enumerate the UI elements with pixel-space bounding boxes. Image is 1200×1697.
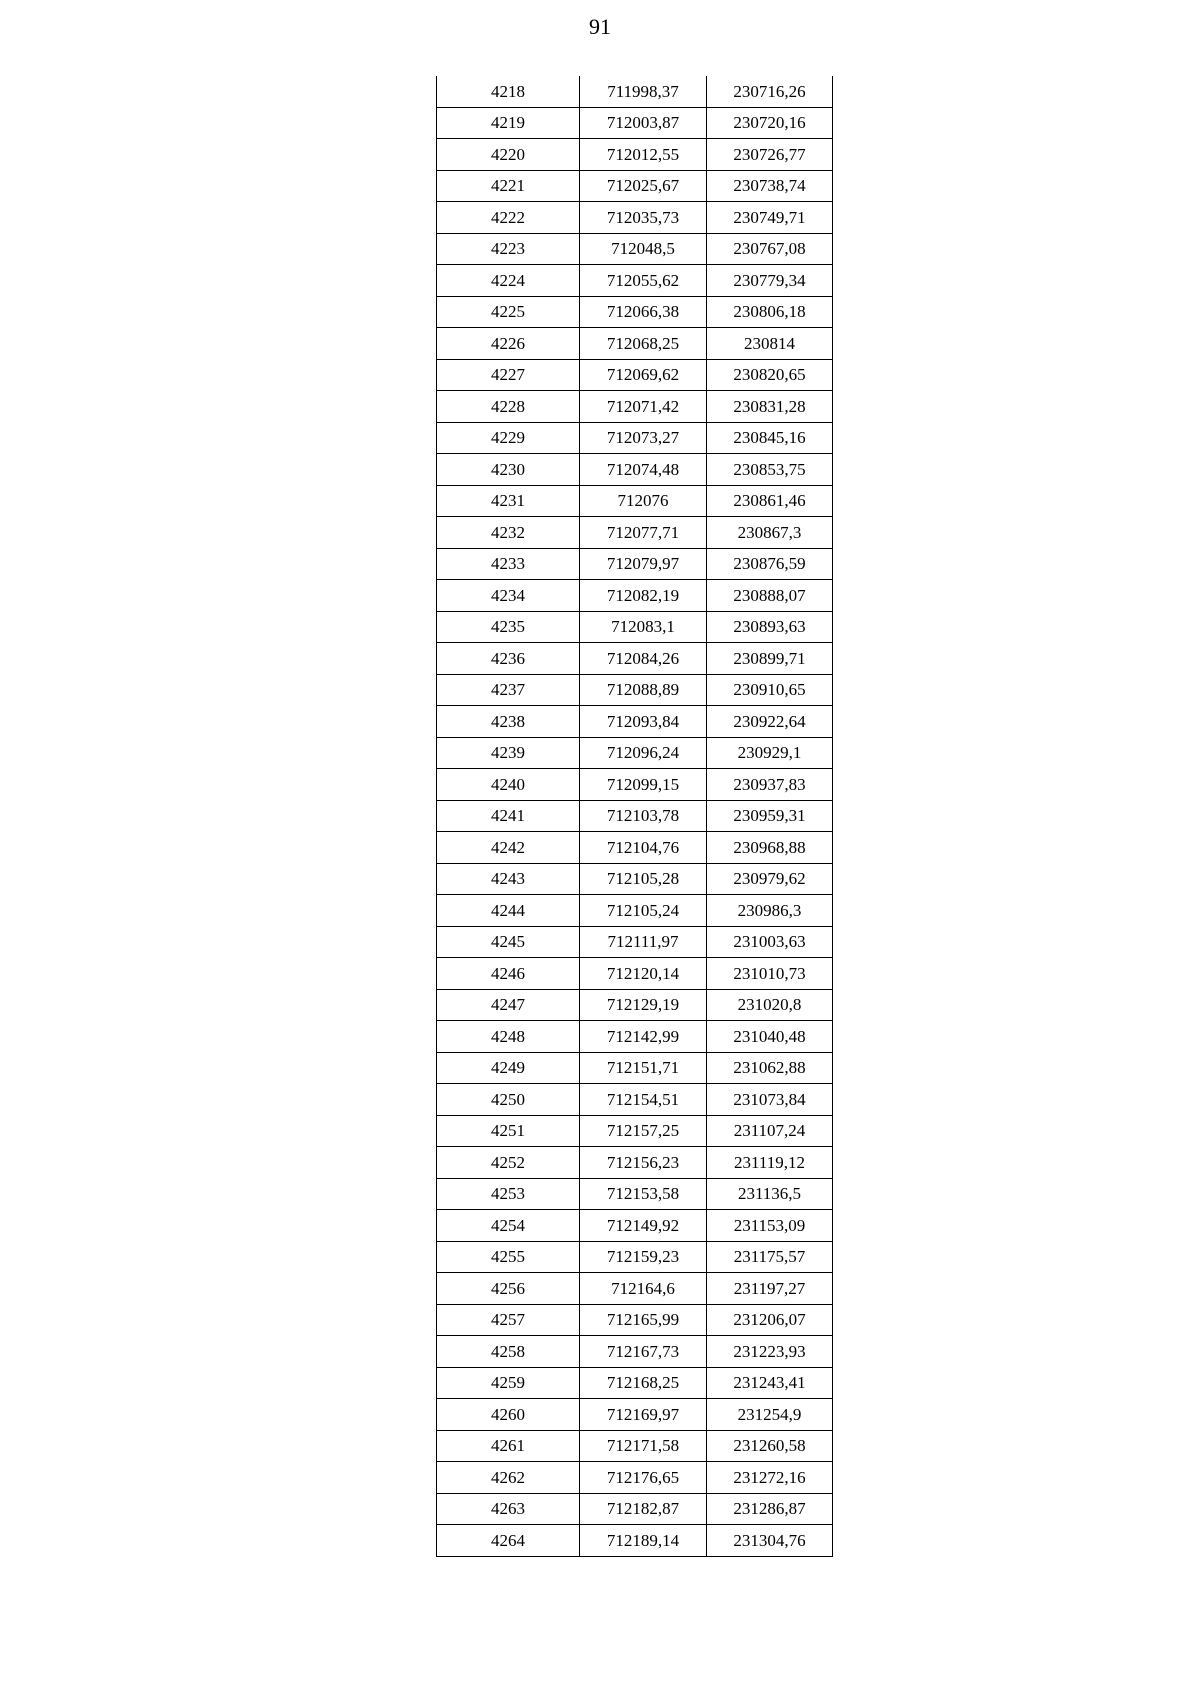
- table-row: [437, 611, 833, 643]
- x-coordinate-cell: 712151,71: [580, 1052, 707, 1084]
- table-row: [437, 832, 833, 864]
- point-number-cell: 4245: [437, 926, 580, 958]
- x-coordinate-cell: 712083,1: [580, 611, 707, 643]
- y-coordinate-cell: 231107,24: [707, 1115, 833, 1147]
- point-number-cell: 4255: [437, 1241, 580, 1273]
- x-coordinate-cell: 712129,19: [580, 989, 707, 1021]
- table-row: [437, 926, 833, 958]
- x-coordinate-cell: 712035,73: [580, 202, 707, 234]
- y-coordinate-cell: 230726,77: [707, 139, 833, 171]
- x-coordinate-cell: 712074,48: [580, 454, 707, 486]
- x-coordinate-cell: 712189,14: [580, 1525, 707, 1557]
- table-row: [437, 485, 833, 517]
- point-number-cell: 4243: [437, 863, 580, 895]
- point-number-cell: 4246: [437, 958, 580, 990]
- y-coordinate-cell: 230831,28: [707, 391, 833, 423]
- x-coordinate-cell: 712164,6: [580, 1273, 707, 1305]
- y-coordinate-cell: 230820,65: [707, 359, 833, 391]
- point-number-cell: 4252: [437, 1147, 580, 1179]
- x-coordinate-cell: 712055,62: [580, 265, 707, 297]
- y-coordinate-cell: 231003,63: [707, 926, 833, 958]
- point-number-cell: 4256: [437, 1273, 580, 1305]
- x-coordinate-cell: 712012,55: [580, 139, 707, 171]
- point-number-cell: 4227: [437, 359, 580, 391]
- x-coordinate-cell: 712077,71: [580, 517, 707, 549]
- point-number-cell: 4224: [437, 265, 580, 297]
- y-coordinate-cell: 230937,83: [707, 769, 833, 801]
- point-number-cell: 4254: [437, 1210, 580, 1242]
- x-coordinate-cell: 712120,14: [580, 958, 707, 990]
- x-coordinate-cell: 712103,78: [580, 800, 707, 832]
- x-coordinate-cell: 712111,97: [580, 926, 707, 958]
- y-coordinate-cell: 230845,16: [707, 422, 833, 454]
- y-coordinate-cell: 230814: [707, 328, 833, 360]
- point-number-cell: 4222: [437, 202, 580, 234]
- y-coordinate-cell: 231175,57: [707, 1241, 833, 1273]
- table-row: [437, 1462, 833, 1494]
- table-row: [437, 1052, 833, 1084]
- x-coordinate-cell: 712003,87: [580, 107, 707, 139]
- x-coordinate-cell: 712157,25: [580, 1115, 707, 1147]
- y-coordinate-cell: 231206,07: [707, 1304, 833, 1336]
- point-number-cell: 4236: [437, 643, 580, 675]
- point-number-cell: 4232: [437, 517, 580, 549]
- point-number-cell: 4263: [437, 1493, 580, 1525]
- y-coordinate-cell: 230959,31: [707, 800, 833, 832]
- point-number-cell: 4264: [437, 1525, 580, 1557]
- y-coordinate-cell: 231272,16: [707, 1462, 833, 1494]
- table-row: [437, 1304, 833, 1336]
- coordinates-table: [436, 76, 833, 1557]
- point-number-cell: 4231: [437, 485, 580, 517]
- x-coordinate-cell: 712071,42: [580, 391, 707, 423]
- x-coordinate-cell: 712048,5: [580, 233, 707, 265]
- table-row: [437, 1367, 833, 1399]
- point-number-cell: 4259: [437, 1367, 580, 1399]
- y-coordinate-cell: 231040,48: [707, 1021, 833, 1053]
- point-number-cell: 4258: [437, 1336, 580, 1368]
- point-number-cell: 4241: [437, 800, 580, 832]
- table-row: [437, 1273, 833, 1305]
- x-coordinate-cell: 712069,62: [580, 359, 707, 391]
- y-coordinate-cell: 230922,64: [707, 706, 833, 738]
- y-coordinate-cell: 230720,16: [707, 107, 833, 139]
- x-coordinate-cell: 712076: [580, 485, 707, 517]
- x-coordinate-cell: 712167,73: [580, 1336, 707, 1368]
- x-coordinate-cell: 712153,58: [580, 1178, 707, 1210]
- y-coordinate-cell: 230779,34: [707, 265, 833, 297]
- y-coordinate-cell: 230888,07: [707, 580, 833, 612]
- table-row: [437, 1525, 833, 1557]
- point-number-cell: 4240: [437, 769, 580, 801]
- table-row: [437, 359, 833, 391]
- x-coordinate-cell: 712105,28: [580, 863, 707, 895]
- table-row: [437, 958, 833, 990]
- y-coordinate-cell: 231010,73: [707, 958, 833, 990]
- point-number-cell: 4244: [437, 895, 580, 927]
- point-number-cell: 4229: [437, 422, 580, 454]
- table-row: [437, 296, 833, 328]
- table-row: [437, 1021, 833, 1053]
- table-row: [437, 548, 833, 580]
- x-coordinate-cell: 712171,58: [580, 1430, 707, 1462]
- table-row: [437, 1399, 833, 1431]
- point-number-cell: 4260: [437, 1399, 580, 1431]
- point-number-cell: 4250: [437, 1084, 580, 1116]
- y-coordinate-cell: 231286,87: [707, 1493, 833, 1525]
- y-coordinate-cell: 230979,62: [707, 863, 833, 895]
- y-coordinate-cell: 231136,5: [707, 1178, 833, 1210]
- y-coordinate-cell: 231020,8: [707, 989, 833, 1021]
- table-row: [437, 1210, 833, 1242]
- table-row: [437, 989, 833, 1021]
- x-coordinate-cell: 712105,24: [580, 895, 707, 927]
- table-row: [437, 580, 833, 612]
- x-coordinate-cell: 712096,24: [580, 737, 707, 769]
- y-coordinate-cell: 231260,58: [707, 1430, 833, 1462]
- y-coordinate-cell: 230986,3: [707, 895, 833, 927]
- x-coordinate-cell: 712156,23: [580, 1147, 707, 1179]
- x-coordinate-cell: 712104,76: [580, 832, 707, 864]
- table-row: [437, 202, 833, 234]
- point-number-cell: 4242: [437, 832, 580, 864]
- point-number-cell: 4261: [437, 1430, 580, 1462]
- table-row: [437, 1178, 833, 1210]
- y-coordinate-cell: 230867,3: [707, 517, 833, 549]
- x-coordinate-cell: 712169,97: [580, 1399, 707, 1431]
- y-coordinate-cell: 230861,46: [707, 485, 833, 517]
- point-number-cell: 4234: [437, 580, 580, 612]
- table-row: [437, 895, 833, 927]
- y-coordinate-cell: 231153,09: [707, 1210, 833, 1242]
- table-row: [437, 800, 833, 832]
- point-number-cell: 4239: [437, 737, 580, 769]
- table-row: [437, 1115, 833, 1147]
- x-coordinate-cell: 712099,15: [580, 769, 707, 801]
- table-row: [437, 1084, 833, 1116]
- table-row: [437, 328, 833, 360]
- point-number-cell: 4248: [437, 1021, 580, 1053]
- x-coordinate-cell: 712182,87: [580, 1493, 707, 1525]
- table-row: [437, 1493, 833, 1525]
- table-row: [437, 769, 833, 801]
- y-coordinate-cell: 231197,27: [707, 1273, 833, 1305]
- page-number: 91: [589, 14, 611, 39]
- point-number-cell: 4249: [437, 1052, 580, 1084]
- x-coordinate-cell: 712082,19: [580, 580, 707, 612]
- point-number-cell: 4237: [437, 674, 580, 706]
- y-coordinate-cell: 230929,1: [707, 737, 833, 769]
- y-coordinate-cell: 230853,75: [707, 454, 833, 486]
- point-number-cell: 4235: [437, 611, 580, 643]
- table-row: [437, 107, 833, 139]
- x-coordinate-cell: 712154,51: [580, 1084, 707, 1116]
- y-coordinate-cell: 230749,71: [707, 202, 833, 234]
- table-row: [437, 422, 833, 454]
- table-row: [437, 1336, 833, 1368]
- y-coordinate-cell: 230893,63: [707, 611, 833, 643]
- y-coordinate-cell: 230767,08: [707, 233, 833, 265]
- y-coordinate-cell: 231223,93: [707, 1336, 833, 1368]
- y-coordinate-cell: 230910,65: [707, 674, 833, 706]
- table-row: [437, 737, 833, 769]
- point-number-cell: 4218: [437, 76, 580, 107]
- x-coordinate-cell: 712142,99: [580, 1021, 707, 1053]
- y-coordinate-cell: 231304,76: [707, 1525, 833, 1557]
- y-coordinate-cell: 230716,26: [707, 76, 833, 107]
- x-coordinate-cell: 712159,23: [580, 1241, 707, 1273]
- point-number-cell: 4228: [437, 391, 580, 423]
- x-coordinate-cell: 712165,99: [580, 1304, 707, 1336]
- table-row: [437, 674, 833, 706]
- y-coordinate-cell: 231243,41: [707, 1367, 833, 1399]
- x-coordinate-cell: 712093,84: [580, 706, 707, 738]
- y-coordinate-cell: 230899,71: [707, 643, 833, 675]
- x-coordinate-cell: 712176,65: [580, 1462, 707, 1494]
- point-number-cell: 4221: [437, 170, 580, 202]
- point-number-cell: 4233: [437, 548, 580, 580]
- y-coordinate-cell: 231073,84: [707, 1084, 833, 1116]
- point-number-cell: 4262: [437, 1462, 580, 1494]
- y-coordinate-cell: 231119,12: [707, 1147, 833, 1179]
- table-row: [437, 170, 833, 202]
- x-coordinate-cell: 712168,25: [580, 1367, 707, 1399]
- point-number-cell: 4220: [437, 139, 580, 171]
- table-row: [437, 1147, 833, 1179]
- x-coordinate-cell: 712079,97: [580, 548, 707, 580]
- point-number-cell: 4230: [437, 454, 580, 486]
- x-coordinate-cell: 712068,25: [580, 328, 707, 360]
- x-coordinate-cell: 712066,38: [580, 296, 707, 328]
- point-number-cell: 4253: [437, 1178, 580, 1210]
- point-number-cell: 4251: [437, 1115, 580, 1147]
- point-number-cell: 4225: [437, 296, 580, 328]
- y-coordinate-cell: 231062,88: [707, 1052, 833, 1084]
- point-number-cell: 4238: [437, 706, 580, 738]
- point-number-cell: 4223: [437, 233, 580, 265]
- y-coordinate-cell: 230876,59: [707, 548, 833, 580]
- point-number-cell: 4247: [437, 989, 580, 1021]
- x-coordinate-cell: 712025,67: [580, 170, 707, 202]
- table-row: [437, 391, 833, 423]
- x-coordinate-cell: 711998,37: [580, 76, 707, 107]
- x-coordinate-cell: 712149,92: [580, 1210, 707, 1242]
- y-coordinate-cell: 231254,9: [707, 1399, 833, 1431]
- point-number-cell: 4219: [437, 107, 580, 139]
- table-row: [437, 233, 833, 265]
- table-row: [437, 76, 833, 107]
- x-coordinate-cell: 712088,89: [580, 674, 707, 706]
- y-coordinate-cell: 230738,74: [707, 170, 833, 202]
- x-coordinate-cell: 712073,27: [580, 422, 707, 454]
- table-row: [437, 454, 833, 486]
- table-row: [437, 265, 833, 297]
- table-row: [437, 706, 833, 738]
- table-row: [437, 139, 833, 171]
- coordinates-table-body: [437, 76, 833, 1556]
- table-row: [437, 643, 833, 675]
- x-coordinate-cell: 712084,26: [580, 643, 707, 675]
- point-number-cell: 4226: [437, 328, 580, 360]
- table-row: [437, 1241, 833, 1273]
- table-row: [437, 1430, 833, 1462]
- point-number-cell: 4257: [437, 1304, 580, 1336]
- y-coordinate-cell: 230968,88: [707, 832, 833, 864]
- y-coordinate-cell: 230806,18: [707, 296, 833, 328]
- table-row: [437, 517, 833, 549]
- table-row: [437, 863, 833, 895]
